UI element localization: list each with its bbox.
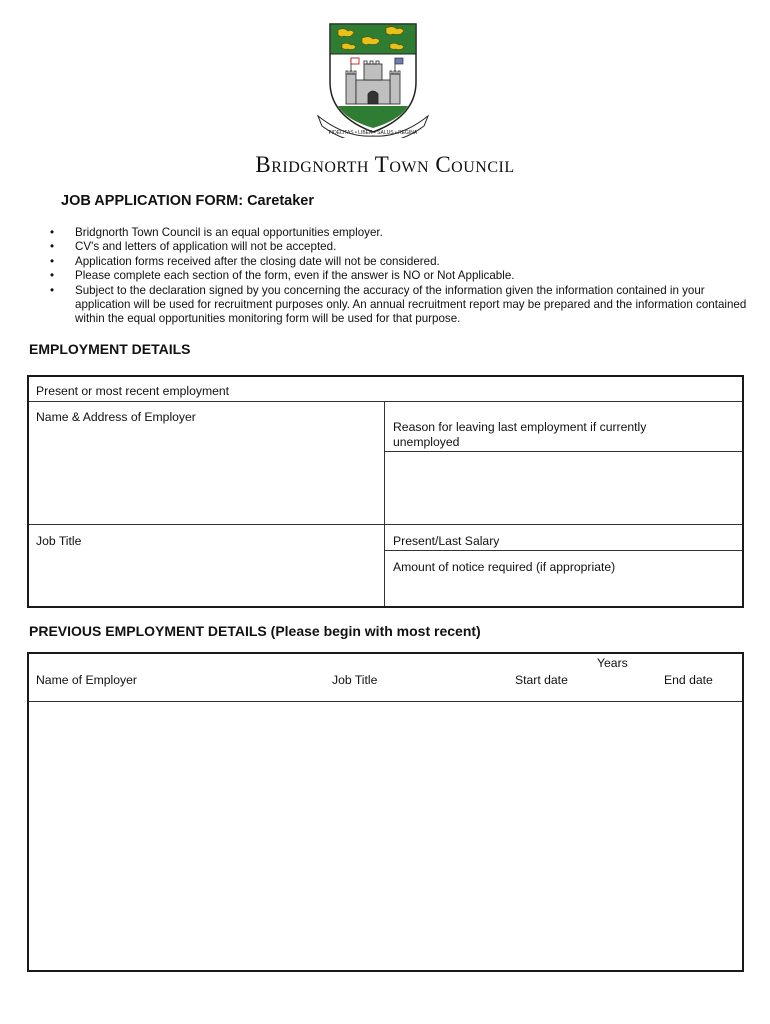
list-item: • CV's and letters of application will not be accepted. <box>50 240 337 254</box>
employer-name-address-field[interactable]: Name & Address of Employer <box>36 410 196 424</box>
bullet-icon: • <box>50 283 55 297</box>
divider <box>29 401 742 402</box>
column-header-end-date: End date <box>664 673 713 687</box>
council-crest-logo <box>316 20 430 138</box>
divider <box>385 451 742 452</box>
list-item: • Bridgnorth Town Council is an equal opportunities employer. <box>50 226 383 239</box>
form-title: JOB APPLICATION FORM: Caretaker <box>61 193 314 209</box>
present-employment-label: Present or most recent employment <box>36 384 230 398</box>
divider <box>29 701 742 702</box>
reason-for-leaving-label: Reason for leaving last employment if currently unemployed <box>393 420 647 449</box>
years-label: Years <box>597 656 628 670</box>
column-header-start-date: Start date <box>515 673 568 687</box>
salary-field[interactable]: Present/Last Salary <box>393 534 500 548</box>
divider <box>384 402 385 606</box>
divider <box>29 524 742 525</box>
list-item: • Please complete each section of the form, even if the answer is NO or Not Applicable. <box>50 269 515 283</box>
bullet-icon: • <box>50 269 55 283</box>
column-header-employer: Name of Employer <box>36 673 137 687</box>
bullet-icon: • <box>50 254 55 268</box>
previous-employment-heading: PREVIOUS EMPLOYMENT DETAILS (Please begin with most recent) <box>29 623 481 639</box>
column-header-job-title: Job Title <box>332 673 378 687</box>
crest-motto: FIDELITAS • LIBER • SALUS • REGINA <box>328 130 418 136</box>
instructions-list <box>48 226 748 327</box>
list-item: • Subject to the declaration signed by you concerning the accuracy of the information given the information contained in your application will be used for recruitment purposes only. An annual recruitment report may be prepared and the information contained within the equal opportunities monitoring form will be used for that purpose. <box>50 283 747 326</box>
divider <box>385 550 742 551</box>
employment-section-heading: EMPLOYMENT DETAILS <box>29 341 191 357</box>
notice-required-field[interactable]: Amount of notice required (if appropriate) <box>393 560 616 574</box>
previous-employment-entry-area[interactable] <box>30 703 741 969</box>
job-title-field[interactable]: Job Title <box>36 534 82 548</box>
bullet-icon: • <box>50 226 55 239</box>
council-name: Bridgnorth Town Council <box>255 152 515 177</box>
list-item: • Application forms received after the closing date will not be considered. <box>50 254 440 268</box>
bullet-icon: • <box>50 240 55 254</box>
